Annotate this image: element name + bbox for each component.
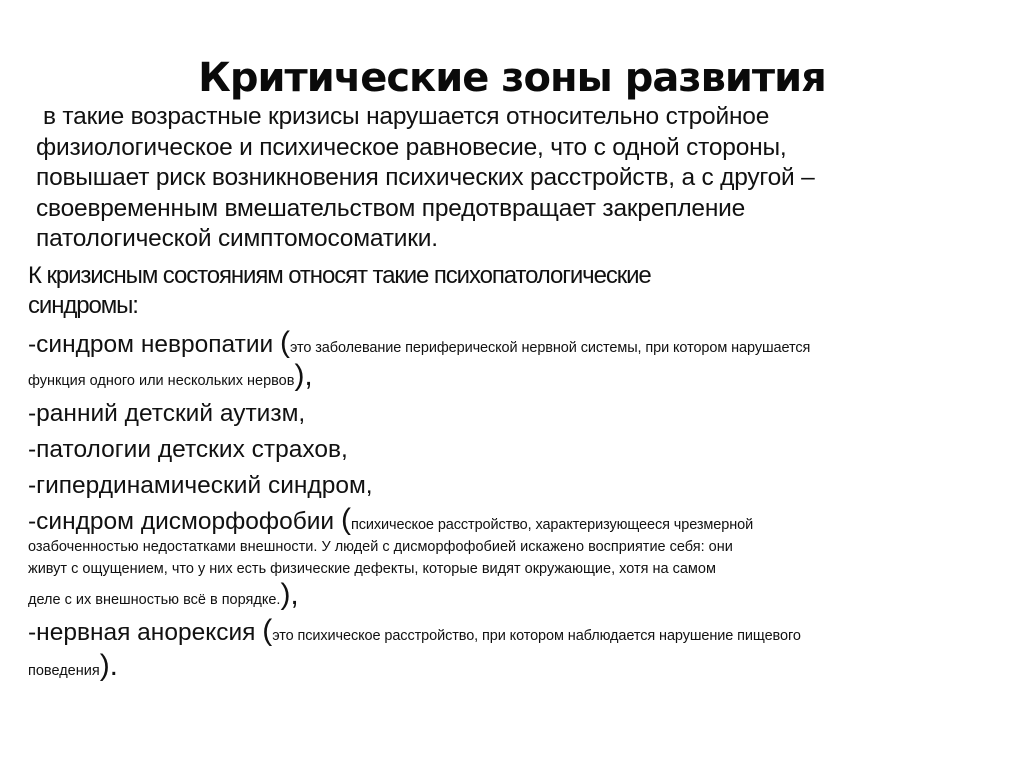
syndrome-note-last: функция одного или нескольких нервов — [28, 372, 295, 389]
open-paren: ( — [340, 502, 351, 536]
intro-paragraph — [28, 102, 988, 255]
syndrome-name: -синдром невропатии — [28, 330, 280, 358]
lead-paragraph — [28, 261, 988, 321]
syndrome-note-line — [28, 358, 988, 396]
syndrome-item-dysmorphophobia — [28, 504, 988, 615]
slide-title: Критические зоны развития — [198, 55, 826, 101]
syndrome-list — [28, 327, 988, 686]
syndrome-name: -нервная анорексия — [28, 618, 263, 646]
syndrome-note-line: озабоченностью недостатками внешности. У людей с дисморфофобией искажено восприятие себя: они — [28, 538, 733, 555]
syndrome-note-last: деле с их внешностью всё в порядке. — [28, 591, 281, 608]
syndrome-item-autism: -ранний детский аутизм, — [28, 399, 306, 427]
intro-line: своевременным вмешательством предотвращает закрепление — [36, 194, 746, 222]
lead-line: синдромы: — [28, 291, 138, 319]
syndrome-note: это заболевание периферической нервной системы, при котором нарушается — [290, 339, 811, 356]
open-paren: ( — [262, 613, 273, 647]
syndrome-note: это психическое расстройство, при котором наблюдается нарушение пищевого — [272, 627, 801, 644]
syndrome-item-neuropathy — [28, 327, 988, 396]
intro-line: физиологическое и психическое равновесие, что с одной стороны, — [36, 133, 787, 161]
syndrome-item-hyperdynamic: -гипердинамический синдром, — [28, 471, 373, 499]
syndrome-note-last: поведения — [28, 662, 100, 679]
syndrome-name: -синдром дисморфофобии — [28, 507, 341, 535]
close-paren: ), — [294, 358, 313, 392]
syndrome-note-line — [28, 577, 988, 615]
close-paren: ). — [99, 648, 119, 682]
intro-line: в такие возрастные кризисы нарушается относительно стройное — [43, 103, 770, 130]
lead-line: К кризисным состояниям относят такие психопатологические — [28, 261, 651, 289]
syndrome-note: психическое расстройство, характеризующееся чрезмерной — [350, 516, 754, 533]
syndrome-item-anorexia — [28, 615, 988, 686]
syndrome-note-line — [28, 648, 988, 686]
intro-line: повышает риск возникновения психических расстройств, а с другой – — [36, 164, 815, 191]
open-paren: ( — [280, 325, 290, 359]
syndrome-item-fears: -патологии детских страхов, — [28, 435, 348, 463]
close-paren: ), — [280, 577, 299, 611]
intro-line: патологической симптомосоматики. — [36, 225, 438, 252]
slide-body — [28, 102, 988, 686]
syndrome-note-line: живут с ощущением, что у них есть физические дефекты, которые видят окружающие, хотя на самом — [28, 560, 716, 577]
